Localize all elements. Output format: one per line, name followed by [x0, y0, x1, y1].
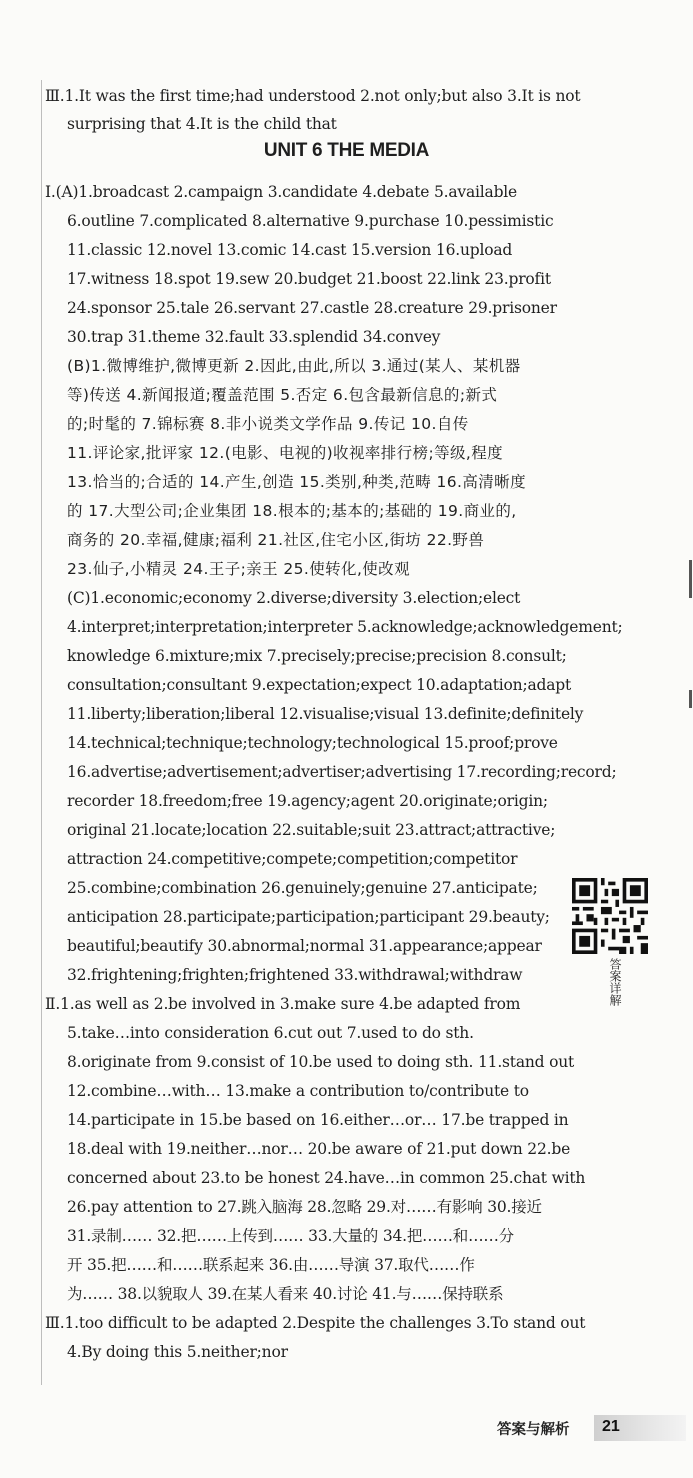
- text-line: 11.评论家,批评家 12.(电影、电视的)收视率排行榜;等级,程度: [67, 444, 503, 462]
- text-line: 13.恰当的;合适的 14.产生,创造 15.类别,种类,范畴 16.高清晰度: [67, 473, 526, 491]
- text-line: 14.participate in 15.be based on 16.either…or… 17.be trapped in: [67, 1111, 569, 1129]
- page-number-badge: [594, 1415, 686, 1441]
- text-line: Ⅱ.1.as well as 2.be involved in 3.make sure 4.be adapted from: [45, 995, 521, 1013]
- edge-mark: [689, 560, 692, 598]
- text-line: 的;时髦的 7.锦标赛 8.非小说类文学作品 9.传记 10.自传: [67, 415, 469, 433]
- text-line: 11.liberty;liberation;liberal 12.visualise;visual 13.definite;definitely: [67, 705, 584, 723]
- text-line: Ⅲ.1.It was the first time;had understood 2.not only;but also 3.It is not: [45, 87, 581, 105]
- text-line: original 21.locate;location 22.suitable;suit 23.attract;attractive;: [67, 821, 556, 839]
- text-line: (C)1.economic;economy 2.diverse;diversity 3.election;elect: [67, 589, 521, 607]
- text-line: Ⅰ.(A)1.broadcast 2.campaign 3.candidate 4.debate 5.available: [45, 183, 518, 201]
- edge-mark: [689, 690, 692, 708]
- text-line: 24.sponsor 25.tale 26.servant 27.castle 28.creature 29.prisoner: [67, 299, 557, 317]
- text-line: 31.录制…… 32.把……上传到…… 33.大量的 34.把……和……分: [67, 1227, 514, 1245]
- text-line: 商务的 20.幸福,健康;福利 21.社区,住宅小区,街坊 22.野兽: [67, 531, 485, 549]
- text-line: consultation;consultant 9.expectation;expect 10.adaptation;adapt: [67, 676, 572, 694]
- text-line: 18.deal with 19.neither…nor… 20.be aware of 21.put down 22.be: [67, 1140, 571, 1158]
- text-line: beautiful;beautify 30.abnormal;normal 31.appearance;appear: [67, 937, 542, 955]
- text-line: 8.originate from 9.consist of 10.be used to doing sth. 11.stand out: [67, 1053, 575, 1071]
- text-line: 12.combine…with… 13.make a contribution to/contribute to: [67, 1082, 529, 1100]
- text-line: 5.take…into consideration 6.cut out 7.used to do sth.: [67, 1024, 474, 1042]
- unit-title: UNIT 6 THE MEDIA: [263, 140, 430, 161]
- text-line: anticipation 28.participate;participation;participant 29.beauty;: [67, 908, 550, 926]
- text-line: 14.technical;technique;technology;technological 15.proof;prove: [67, 734, 558, 752]
- text-line: 17.witness 18.spot 19.sew 20.budget 21.boost 22.link 23.profit: [67, 270, 551, 288]
- text-line: 16.advertise;advertisement;advertiser;advertising 17.recording;record;: [67, 763, 617, 781]
- text-line: Ⅲ.1.too difficult to be adapted 2.Despite the challenges 3.To stand out: [45, 1314, 586, 1332]
- text-line: 为…… 38.以貌取人 39.在某人看来 40.讨论 41.与……保持联系: [67, 1285, 504, 1303]
- qr-label: 答案详解: [608, 958, 622, 1006]
- text-line: 的 17.大型公司;企业集团 18.根本的;基本的;基础的 19.商业的,: [67, 502, 517, 520]
- text-line: knowledge 6.mixture;mix 7.precisely;precise;precision 8.consult;: [67, 647, 567, 665]
- qr-code[interactable]: [571, 878, 649, 954]
- text-line: 4.By doing this 5.neither;nor: [67, 1343, 288, 1361]
- text-line: 开 35.把……和……联系起来 36.由……导演 37.取代……作: [67, 1256, 475, 1274]
- text-line: surprising that 4.It is the child that: [67, 115, 337, 133]
- text-line: 6.outline 7.complicated 8.alternative 9.purchase 10.pessimistic: [67, 212, 554, 230]
- text-line: (B)1.微博维护,微博更新 2.因此,由此,所以 3.通过(某人、某机器: [67, 357, 521, 375]
- text-line: 等)传送 4.新闻报道;覆盖范围 5.否定 6.包含最新信息的;新式: [67, 386, 498, 404]
- text-line: 23.仙子,小精灵 24.王子;亲王 25.使转化,使改观: [67, 560, 410, 578]
- text-line: 11.classic 12.novel 13.comic 14.cast 15.version 16.upload: [67, 241, 513, 259]
- text-line: 4.interpret;interpretation;interpreter 5.acknowledge;acknowledgement;: [67, 618, 623, 636]
- text-line: 25.combine;combination 26.genuinely;genuine 27.anticipate;: [67, 879, 538, 897]
- footer-label: 答案与解析: [497, 1422, 570, 1438]
- text-line: 26.pay attention to 27.跳入脑海 28.忽略 29.对……有影响 30.接近: [67, 1198, 542, 1216]
- page-number: 21: [602, 1418, 620, 1435]
- text-line: 30.trap 31.theme 32.fault 33.splendid 34.convey: [67, 328, 441, 346]
- margin-line: [41, 80, 42, 1385]
- text-line: attraction 24.competitive;compete;competition;competitor: [67, 850, 518, 868]
- text-line: recorder 18.freedom;free 19.agency;agent 20.originate;origin;: [67, 792, 548, 810]
- text-line: 32.frightening;frighten;frightened 33.withdrawal;withdraw: [67, 966, 523, 984]
- text-line: concerned about 23.to be honest 24.have…in common 25.chat with: [67, 1169, 586, 1187]
